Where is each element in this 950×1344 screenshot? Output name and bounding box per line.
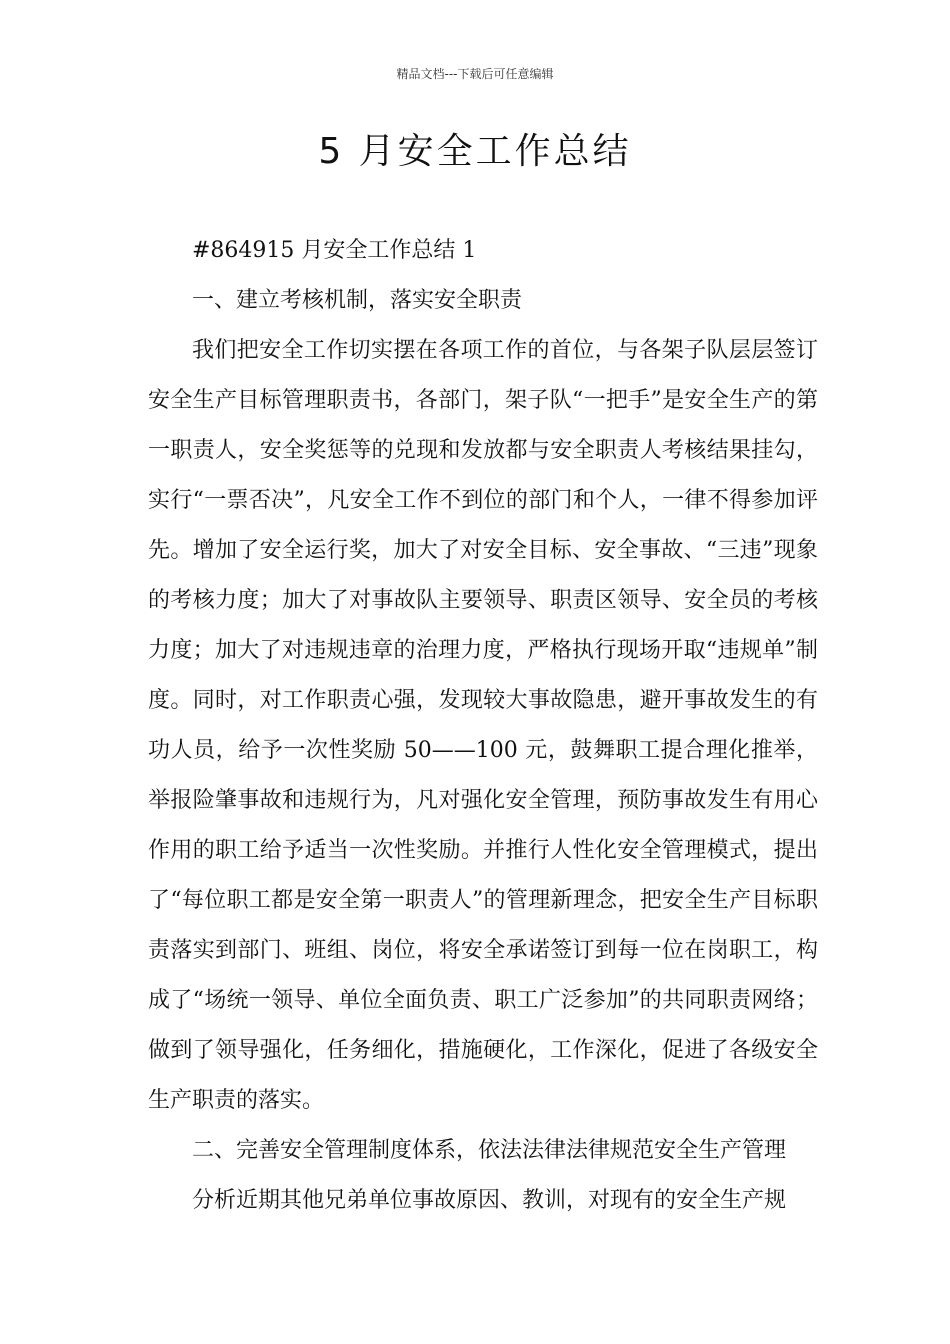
section-heading-1: 一、建立考核机制，落实安全职责 <box>192 288 523 313</box>
paragraph-doc-id: #864915 月安全工作总结 1 <box>192 238 477 263</box>
document-body <box>148 226 818 1226</box>
paragraph-section-2-body: 分析近期其他兄弟单位事故原因、教训，对现有的安全生产规 <box>192 1188 787 1213</box>
paragraph-section-1-body: 我们把安全工作切实摆在各项工作的首位，与各架子队层层签订安全生产目标管理职责书，各部门，架子队“一把手”是安全生产的第一职责人，安全奖惩等的兑现和发放都与安全职责人考核结果挂勾，实行“一票否决”，凡安全工作不到位的部门和个人，一律不得参加评先。增加了安全运行奖，加大了对安全目标、安全事故、“三违”现象的考核力度；加大了对事故队主要领导、职责区领导、安全员的考核力度；加大了对违规违章的治理力度，严格执行现场开取“违规单”制度。同时，对工作职责心强，发现较大事故隐患，避开事故发生的有功人员，给予一次性奖励 50——100 元，鼓舞职工提合理化推举，举报险肇事故和违规行为，凡对强化安全管理，预防事故发生有用心作用的职工给予适当一次性奖励。并推行人性化安全管理模式，提出了“每位职工都是安全第一职责人”的管理新理念，把安全生产目标职责落实到部门、班组、岗位，将安全承诺签订到每一位在岗职工，构成了“场统一领导、单位全面负责、职工广泛参加”的共同职责网络；做到了领导强化，任务细化，措施硬化，工作深化，促进了各级安全生产职责的落实。 <box>148 338 818 1113</box>
section-heading-2: 二、完善安全管理制度体系，依法法律法律规范安全生产管理 <box>192 1138 787 1163</box>
page-header: 精品文档---下载后可任意编辑 <box>396 67 554 81</box>
document-title: 5 月安全工作总结 <box>318 131 632 172</box>
